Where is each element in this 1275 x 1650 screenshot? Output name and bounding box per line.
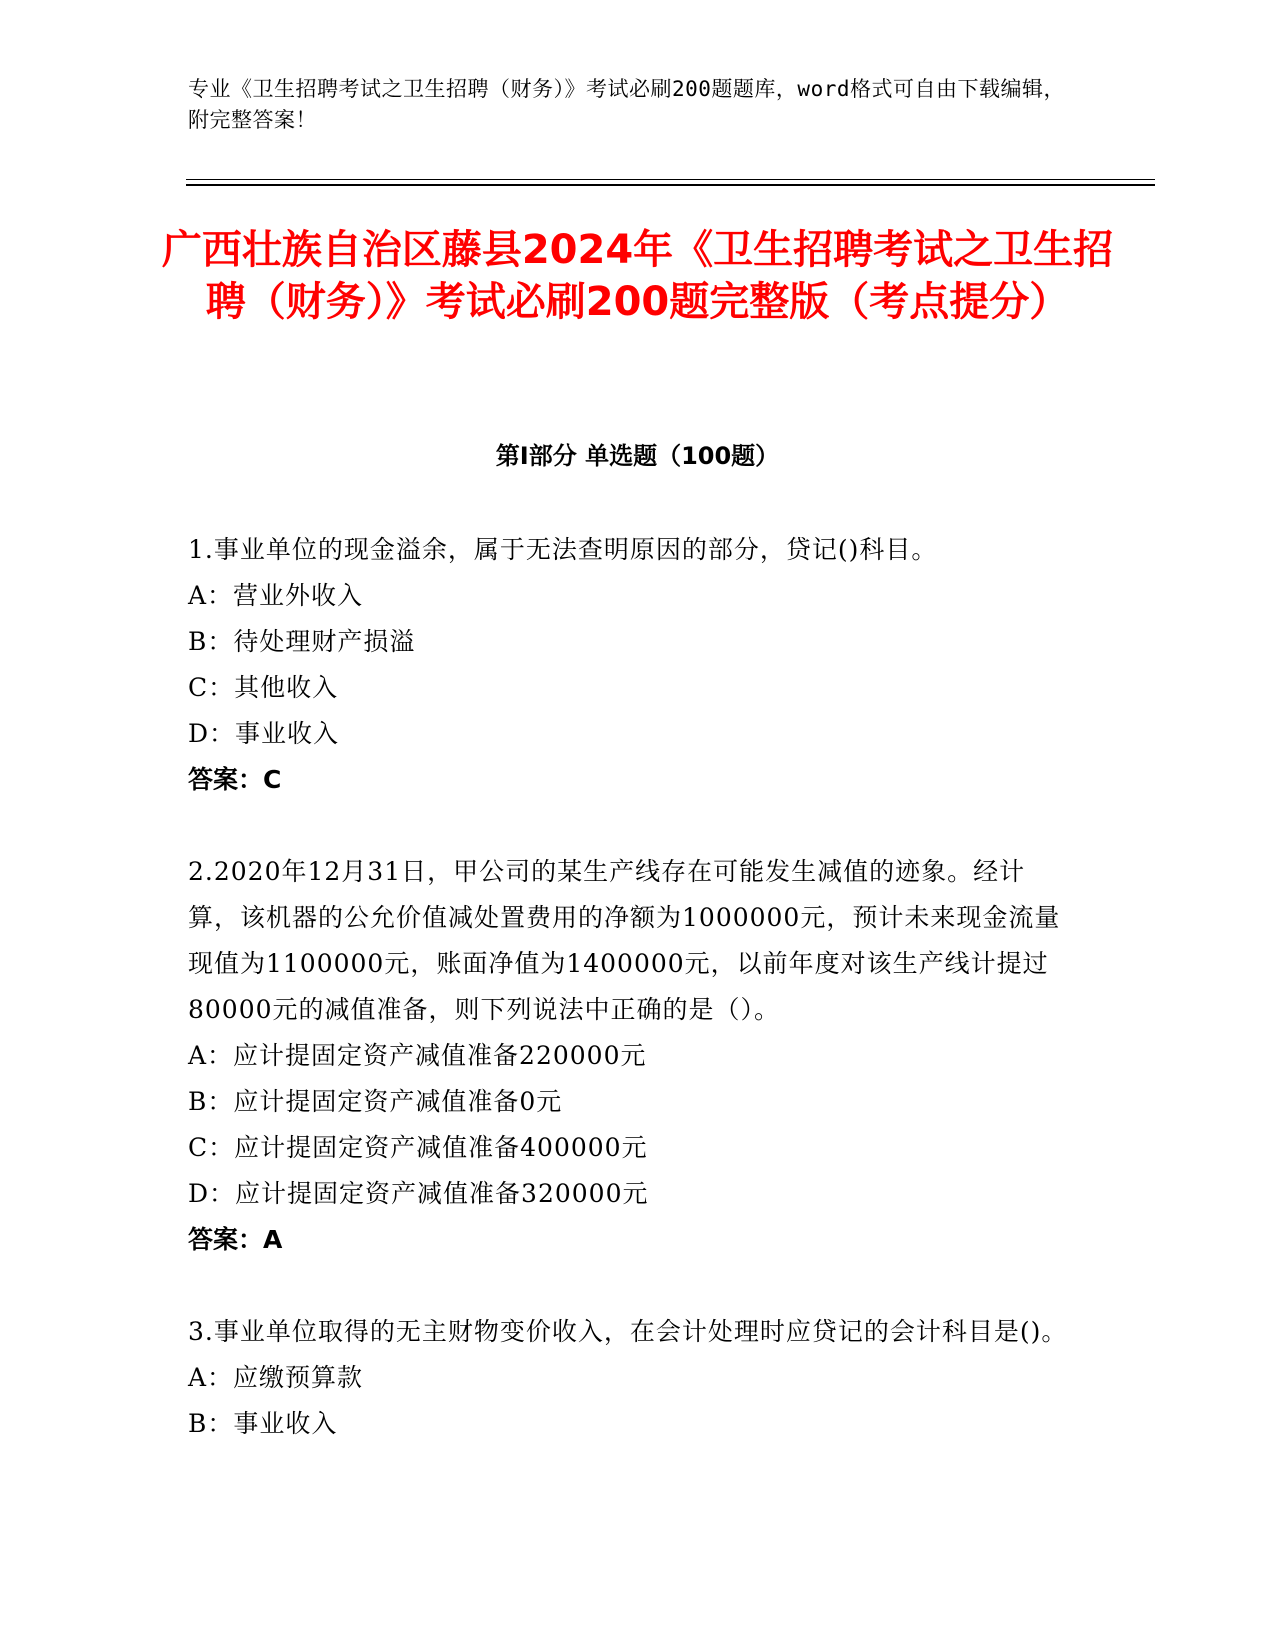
question-list bbox=[188, 527, 1068, 1493]
question-stem: 3.事业单位取得的无主财物变价收入，在会计处理时应贷记的会计科目是()。 bbox=[188, 1317, 1068, 1346]
question-2 bbox=[188, 849, 1068, 1263]
question-stem: 1.事业单位的现金溢余，属于无法查明原因的部分，贷记()科目。 bbox=[188, 535, 938, 564]
option-c: C：应计提固定资产减值准备400000元 bbox=[188, 1133, 648, 1162]
answer: 答案：A bbox=[188, 1225, 283, 1254]
answer: 答案：C bbox=[188, 765, 282, 794]
option-b: B：待处理财产损溢 bbox=[188, 627, 416, 656]
option-a: A：营业外收入 bbox=[188, 581, 364, 610]
option-a: A：应计提固定资产减值准备220000元 bbox=[188, 1041, 647, 1070]
question-3 bbox=[188, 1309, 1068, 1447]
header-divider-thin bbox=[186, 179, 1155, 180]
option-d: D：应计提固定资产减值准备320000元 bbox=[188, 1179, 649, 1208]
section-title: 第Ⅰ部分 单选题（100题） bbox=[495, 442, 780, 470]
option-a: A：应缴预算款 bbox=[188, 1363, 364, 1392]
header-note: 专业《卫生招聘考试之卫生招聘（财务）》考试必刷200题题库，word格式可自由下载编辑，附完整答案！ bbox=[188, 77, 1065, 132]
option-b: B：应计提固定资产减值准备0元 bbox=[188, 1087, 563, 1116]
option-c: C：其他收入 bbox=[188, 673, 339, 702]
option-b: B：事业收入 bbox=[188, 1409, 338, 1438]
question-stem: 2.2020年12月31日，甲公司的某生产线存在可能发生减值的迹象。经计算，该机器的公允价值减处置费用的净额为1000000元，预计未来现金流量现值为1100000元，账面净值为1400000元，以前年度对该生产线计提过80000元的减值准备，则下列说法中正确的是（）。 bbox=[188, 857, 1061, 1024]
header-divider-thick bbox=[186, 184, 1155, 186]
document-title: 广西壮族自治区藤县2024年《卫生招聘考试之卫生招聘（财务）》考试必刷200题完整版（考点提分） bbox=[161, 227, 1114, 325]
option-d: D：事业收入 bbox=[188, 719, 340, 748]
question-1 bbox=[188, 527, 1068, 803]
